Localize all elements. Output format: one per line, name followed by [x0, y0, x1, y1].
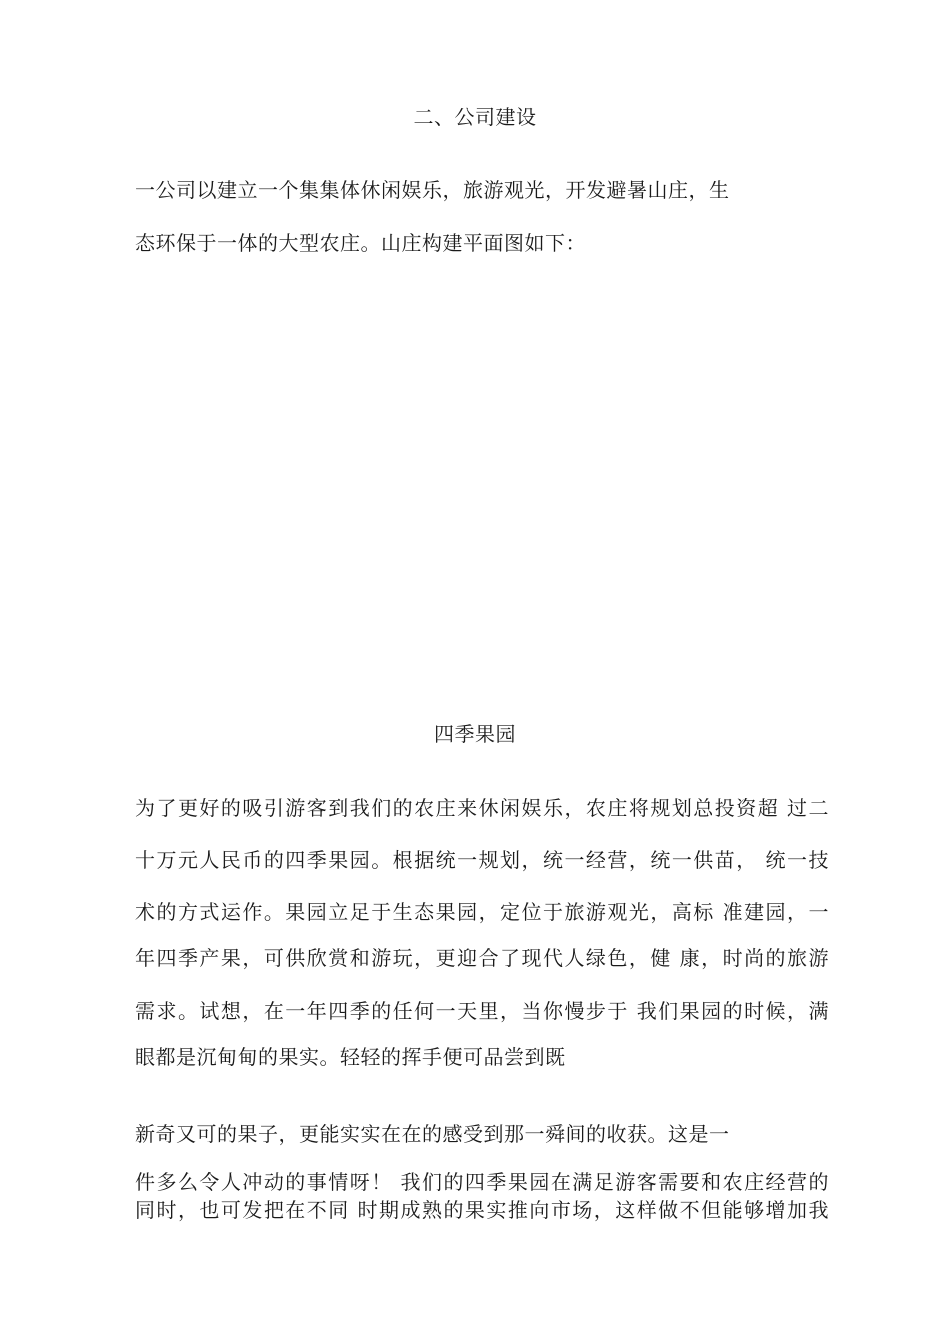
intro-line-2: 态环保于一体的大型农庄。山庄构建平面图如下：: [135, 231, 586, 255]
section-heading: 二、公司建设: [413, 105, 537, 129]
orchard-line: 为了更好的吸引游客到我们的农庄来休闲娱乐，农庄将规划总投资超 过二: [135, 796, 829, 820]
orchard-line: 新奇又可的果子，更能实实在在的感受到那一舜间的收获。这是一: [135, 1122, 730, 1146]
intro-line-1: 一公司以建立一个集集体休闲娱乐，旅游观光，开发避暑山庄，生: [135, 178, 730, 202]
orchard-line: 眼都是沉甸甸的果实。轻轻的挥手便可品尝到既: [135, 1045, 566, 1069]
orchard-line: 术的方式运作。果园立足于生态果园，定位于旅游观光，高标 准建园，一: [135, 900, 829, 924]
orchard-line: 件多么令人冲动的事情呀！ 我们的四季果园在满足游客需要和农庄经营的: [135, 1170, 829, 1194]
orchard-line: 年四季产果，可供欣赏和游玩，更迎合了现代人绿色，健 康，时尚的旅游: [135, 946, 829, 970]
orchard-line: 同时，也可发把在不同 时期成熟的果实推向市场，这样做不但能够增加我: [135, 1198, 829, 1222]
orchard-line: 需求。试想，在一年四季的任何一天里，当你慢步于 我们果园的时候，满: [135, 999, 829, 1023]
orchard-title: 四季果园: [434, 722, 516, 746]
orchard-line: 十万元人民币的四季果园。根据统一规划，统一经营，统一供苗， 统一技: [135, 848, 829, 872]
